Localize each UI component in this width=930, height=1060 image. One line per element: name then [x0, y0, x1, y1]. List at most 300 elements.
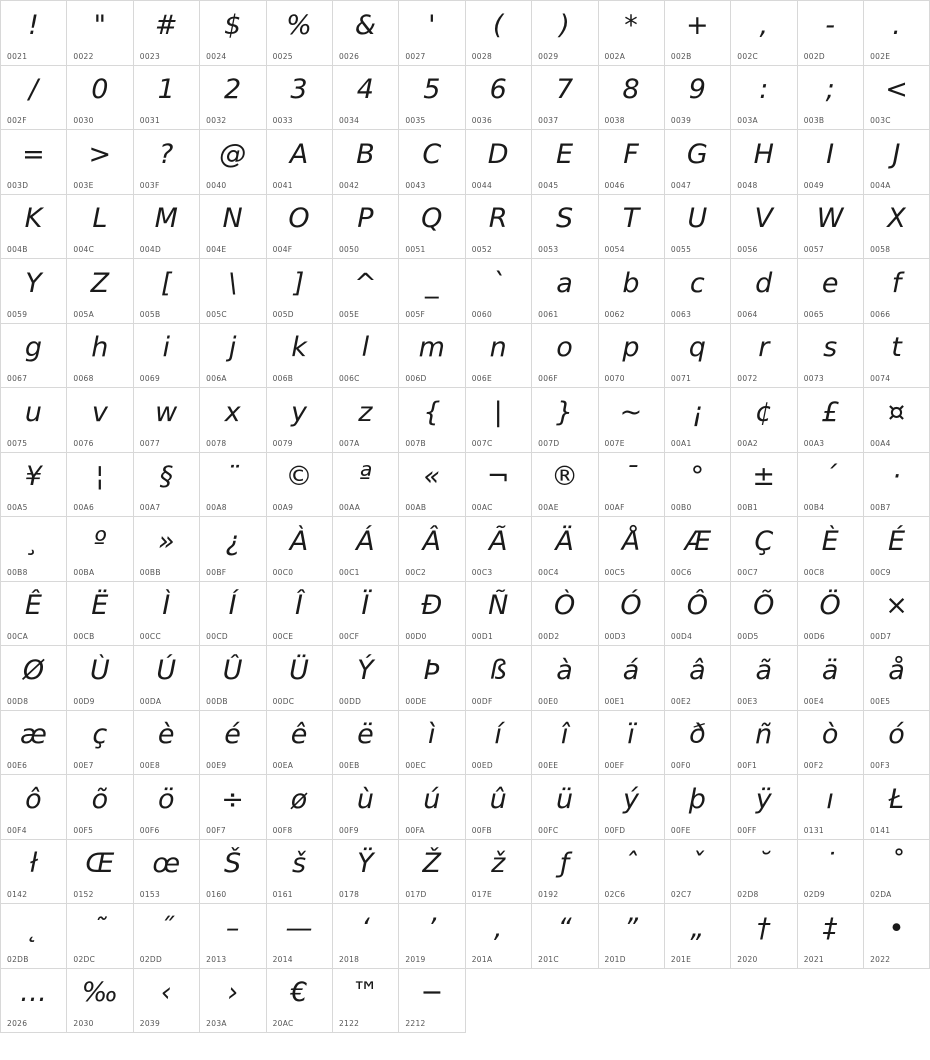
glyph-cell[interactable] — [798, 646, 864, 711]
glyph-cell[interactable] — [1, 517, 67, 582]
glyph-cell[interactable] — [399, 324, 465, 389]
glyph-codepoint: 02D9 — [803, 890, 825, 899]
glyph-cell[interactable] — [399, 840, 465, 905]
glyph-cell[interactable] — [798, 388, 864, 453]
glyph-cell[interactable] — [731, 324, 797, 389]
glyph-cell[interactable] — [532, 388, 598, 453]
glyph-cell[interactable] — [267, 582, 333, 647]
glyph-character: í — [494, 719, 503, 750]
glyph-cell[interactable] — [1, 130, 67, 195]
glyph-cell[interactable] — [599, 453, 665, 518]
glyph-codepoint: 00D2 — [538, 632, 560, 641]
glyph-cell[interactable] — [864, 711, 930, 776]
glyph-cell[interactable] — [466, 517, 532, 582]
glyph-codepoint: 0030 — [73, 116, 94, 125]
glyph-cell[interactable] — [333, 1, 399, 66]
glyph-character: ž — [491, 848, 506, 879]
glyph-codepoint: 2030 — [73, 1019, 94, 1028]
glyph-cell[interactable] — [798, 582, 864, 647]
glyph-cell[interactable] — [532, 130, 598, 195]
glyph-cell[interactable] — [399, 582, 465, 647]
glyph-character: e — [821, 267, 839, 299]
glyph-cell[interactable] — [67, 904, 133, 969]
glyph-cell[interactable] — [864, 582, 930, 647]
glyph-cell[interactable] — [599, 324, 665, 389]
glyph-cell[interactable] — [798, 904, 864, 969]
glyph-cell[interactable] — [267, 130, 333, 195]
glyph-cell[interactable] — [466, 324, 532, 389]
glyph-cell[interactable] — [134, 388, 200, 453]
glyph-cell[interactable] — [200, 324, 266, 389]
glyph-character: € — [290, 977, 309, 1008]
glyph-cell[interactable] — [599, 195, 665, 260]
glyph-cell[interactable] — [333, 517, 399, 582]
glyph-codepoint: 005F — [405, 309, 426, 319]
glyph-cell[interactable] — [67, 66, 133, 131]
glyph-cell[interactable] — [200, 259, 266, 324]
glyph-codepoint: 0032 — [206, 116, 227, 125]
glyph-cell[interactable] — [665, 195, 731, 260]
glyph-codepoint: 005C — [206, 309, 227, 319]
glyph-character: á — [622, 654, 640, 686]
glyph-character: … — [19, 977, 48, 1008]
glyph-cell[interactable] — [267, 195, 333, 260]
glyph-cell[interactable] — [864, 195, 930, 260]
glyph-cell[interactable] — [333, 195, 399, 260]
glyph-cell[interactable] — [399, 517, 465, 582]
glyph-cell[interactable] — [665, 904, 731, 969]
glyph-cell[interactable] — [665, 840, 731, 905]
glyph-cell[interactable] — [864, 517, 930, 582]
glyph-cell[interactable] — [267, 388, 333, 453]
glyph-cell[interactable] — [798, 711, 864, 776]
glyph-cell[interactable] — [200, 388, 266, 453]
glyph-character: ˛ — [26, 912, 41, 944]
glyph-cell[interactable] — [731, 904, 797, 969]
glyph-character: - — [825, 9, 836, 41]
glyph-cell[interactable] — [1, 582, 67, 647]
glyph-cell[interactable] — [399, 646, 465, 711]
glyph-cell[interactable] — [466, 388, 532, 453]
glyph-cell[interactable] — [665, 711, 731, 776]
glyph-character: a — [556, 267, 574, 299]
glyph-character: Þ — [423, 654, 441, 686]
glyph-cell[interactable] — [200, 517, 266, 582]
glyph-cell[interactable] — [532, 453, 598, 518]
glyph-character: û — [489, 783, 508, 815]
glyph-cell[interactable] — [67, 646, 133, 711]
glyph-character: Ł — [888, 783, 905, 815]
glyph-cell[interactable] — [333, 775, 399, 840]
glyph-cell[interactable] — [665, 775, 731, 840]
glyph-cell[interactable] — [599, 840, 665, 905]
glyph-codepoint: 0064 — [737, 309, 758, 319]
glyph-codepoint: 0039 — [670, 116, 692, 125]
glyph-character: ¨ — [225, 461, 240, 492]
glyph-cell[interactable] — [399, 453, 465, 518]
glyph-cell[interactable] — [665, 582, 731, 647]
glyph-cell[interactable] — [333, 582, 399, 647]
glyph-cell[interactable] — [333, 388, 399, 453]
glyph-cell[interactable] — [864, 453, 930, 518]
glyph-character: Û — [222, 654, 243, 686]
glyph-character: º — [93, 525, 107, 557]
glyph-cell[interactable] — [466, 130, 532, 195]
glyph-cell[interactable] — [200, 711, 266, 776]
glyph-cell[interactable] — [1, 453, 67, 518]
glyph-character: ˜ — [93, 912, 108, 944]
glyph-cell[interactable] — [731, 66, 797, 131]
glyph-cell[interactable] — [798, 840, 864, 905]
glyph-cell[interactable] — [399, 1, 465, 66]
glyph-cell[interactable] — [1, 969, 67, 1034]
glyph-codepoint: 00C7 — [737, 567, 759, 577]
glyph-cell[interactable] — [665, 259, 731, 324]
glyph-cell[interactable] — [399, 195, 465, 260]
glyph-cell[interactable] — [333, 130, 399, 195]
glyph-cell[interactable] — [731, 582, 797, 647]
glyph-cell[interactable] — [200, 195, 266, 260]
glyph-cell[interactable] — [599, 517, 665, 582]
glyph-cell[interactable] — [731, 840, 797, 905]
glyph-codepoint: 00A2 — [737, 438, 758, 448]
glyph-cell[interactable] — [599, 711, 665, 776]
glyph-cell[interactable] — [134, 969, 200, 1034]
glyph-cell[interactable] — [532, 582, 598, 647]
glyph-cell[interactable] — [1, 646, 67, 711]
glyph-cell[interactable] — [864, 259, 930, 324]
glyph-codepoint: 00C0 — [272, 567, 294, 577]
glyph-cell[interactable] — [532, 195, 598, 260]
glyph-cell[interactable] — [731, 517, 797, 582]
glyph-character: w — [155, 396, 178, 428]
glyph-cell[interactable] — [200, 969, 266, 1034]
glyph-cell[interactable] — [1, 324, 67, 389]
glyph-cell[interactable] — [200, 1, 266, 66]
glyph-codepoint: 00B7 — [870, 503, 891, 512]
glyph-cell[interactable] — [267, 840, 333, 905]
glyph-cell[interactable] — [1, 775, 67, 840]
glyph-codepoint: 0035 — [405, 116, 426, 125]
glyph-codepoint: 002D — [803, 51, 825, 61]
glyph-cell[interactable] — [333, 969, 399, 1034]
glyph-codepoint: 00FD — [604, 825, 626, 835]
glyph-character: L — [92, 203, 108, 234]
glyph-cell[interactable] — [267, 66, 333, 131]
glyph-cell[interactable] — [864, 66, 930, 131]
glyph-cell[interactable] — [399, 259, 465, 324]
glyph-cell[interactable] — [333, 711, 399, 776]
glyph-cell[interactable] — [864, 904, 930, 969]
glyph-cell[interactable] — [200, 582, 266, 647]
glyph-cell[interactable] — [67, 195, 133, 260]
glyph-cell[interactable] — [1, 388, 67, 453]
glyph-cell[interactable] — [599, 775, 665, 840]
glyph-cell[interactable] — [333, 646, 399, 711]
glyph-cell[interactable] — [67, 1, 133, 66]
glyph-cell[interactable] — [466, 904, 532, 969]
glyph-cell[interactable] — [466, 195, 532, 260]
glyph-codepoint: 002C — [737, 51, 759, 61]
glyph-cell[interactable] — [200, 840, 266, 905]
glyph-cell[interactable] — [134, 517, 200, 582]
glyph-cell[interactable] — [67, 969, 133, 1034]
glyph-cell[interactable] — [67, 453, 133, 518]
glyph-codepoint: 006C — [338, 374, 360, 383]
glyph-cell[interactable] — [466, 259, 532, 324]
glyph-cell[interactable] — [1, 195, 67, 260]
glyph-cell[interactable] — [532, 1, 598, 66]
glyph-cell[interactable] — [798, 324, 864, 389]
glyph-cell[interactable] — [798, 195, 864, 260]
glyph-cell[interactable] — [267, 259, 333, 324]
glyph-cell[interactable] — [67, 388, 133, 453]
glyph-cell[interactable] — [466, 453, 532, 518]
glyph-codepoint: 00F6 — [139, 825, 160, 835]
glyph-cell[interactable] — [267, 646, 333, 711]
glyph-codepoint: 00A5 — [7, 503, 28, 512]
glyph-cell[interactable] — [798, 517, 864, 582]
glyph-cell[interactable] — [731, 711, 797, 776]
glyph-character: ı — [826, 783, 835, 815]
glyph-cell[interactable] — [1, 259, 67, 324]
glyph-character: ê — [290, 719, 308, 750]
glyph-cell[interactable] — [665, 517, 731, 582]
glyph-cell[interactable] — [864, 775, 930, 840]
glyph-cell[interactable] — [466, 582, 532, 647]
glyph-cell[interactable] — [532, 517, 598, 582]
glyph-cell[interactable] — [267, 711, 333, 776]
glyph-cell[interactable] — [466, 775, 532, 840]
glyph-character: h — [91, 332, 109, 363]
glyph-codepoint: 003B — [803, 116, 825, 125]
glyph-cell[interactable] — [333, 259, 399, 324]
glyph-cell[interactable] — [134, 324, 200, 389]
glyph-character: ’ — [427, 912, 437, 944]
glyph-cell[interactable] — [1, 66, 67, 131]
glyph-cell[interactable] — [731, 453, 797, 518]
glyph-cell[interactable] — [134, 904, 200, 969]
glyph-codepoint: 00AB — [405, 503, 427, 512]
glyph-character: Ù — [89, 654, 111, 686]
glyph-codepoint: 0071 — [670, 374, 692, 383]
glyph-cell[interactable] — [333, 66, 399, 131]
glyph-cell[interactable] — [864, 324, 930, 389]
glyph-cell[interactable] — [532, 711, 598, 776]
glyph-character: n — [489, 332, 508, 363]
glyph-cell[interactable] — [864, 840, 930, 905]
glyph-cell[interactable] — [333, 453, 399, 518]
glyph-cell[interactable] — [864, 646, 930, 711]
glyph-codepoint: 0057 — [803, 245, 824, 254]
glyph-cell[interactable] — [1, 711, 67, 776]
glyph-cell[interactable] — [399, 711, 465, 776]
glyph-codepoint: 002A — [604, 51, 626, 61]
glyph-character: é — [224, 719, 242, 750]
glyph-character: ] — [293, 267, 305, 299]
glyph-cell[interactable] — [67, 775, 133, 840]
glyph-cell[interactable] — [134, 646, 200, 711]
glyph-cell[interactable] — [399, 130, 465, 195]
glyph-codepoint: 00BB — [139, 567, 161, 577]
glyph-cell[interactable] — [665, 324, 731, 389]
glyph-codepoint: 00FA — [405, 825, 425, 835]
glyph-cell[interactable] — [67, 711, 133, 776]
glyph-cell[interactable] — [532, 66, 598, 131]
glyph-codepoint: 00C9 — [870, 567, 891, 577]
glyph-cell[interactable] — [134, 453, 200, 518]
glyph-cell[interactable] — [532, 775, 598, 840]
glyph-cell[interactable] — [864, 388, 930, 453]
glyph-cell[interactable] — [731, 646, 797, 711]
glyph-cell[interactable] — [665, 388, 731, 453]
glyph-cell[interactable] — [399, 388, 465, 453]
glyph-cell[interactable] — [665, 130, 731, 195]
glyph-cell[interactable] — [731, 1, 797, 66]
glyph-cell[interactable] — [134, 711, 200, 776]
glyph-codepoint: 0031 — [139, 116, 161, 125]
glyph-cell[interactable] — [67, 324, 133, 389]
glyph-cell[interactable] — [134, 195, 200, 260]
glyph-cell[interactable] — [466, 840, 532, 905]
glyph-cell[interactable] — [134, 66, 200, 131]
glyph-cell[interactable] — [399, 969, 465, 1034]
glyph-cell[interactable] — [267, 324, 333, 389]
glyph-cell[interactable] — [532, 904, 598, 969]
glyph-cell[interactable] — [532, 646, 598, 711]
glyph-cell[interactable] — [665, 66, 731, 131]
glyph-codepoint: 0044 — [471, 180, 493, 190]
glyph-cell[interactable] — [798, 453, 864, 518]
glyph-character: ˚ — [889, 848, 904, 879]
glyph-cell[interactable] — [333, 324, 399, 389]
glyph-codepoint: 2022 — [870, 954, 891, 964]
glyph-character: Ç — [754, 525, 774, 557]
glyph-cell[interactable] — [67, 259, 133, 324]
glyph-character: r — [758, 332, 770, 363]
glyph-cell[interactable] — [200, 130, 266, 195]
glyph-character: B — [356, 138, 376, 170]
glyph-character: * — [624, 9, 639, 41]
glyph-character: ; — [825, 74, 836, 105]
glyph-cell[interactable] — [466, 646, 532, 711]
glyph-cell[interactable] — [466, 66, 532, 131]
glyph-cell[interactable] — [798, 130, 864, 195]
glyph-codepoint: 00B0 — [670, 503, 692, 512]
glyph-cell[interactable] — [599, 66, 665, 131]
glyph-cell[interactable] — [267, 775, 333, 840]
glyph-cell[interactable] — [1, 840, 67, 905]
glyph-cell[interactable] — [267, 904, 333, 969]
glyph-cell[interactable] — [399, 66, 465, 131]
glyph-cell[interactable] — [864, 1, 930, 66]
glyph-cell[interactable] — [599, 388, 665, 453]
glyph-cell[interactable] — [665, 1, 731, 66]
glyph-cell[interactable] — [599, 904, 665, 969]
glyph-cell[interactable] — [267, 453, 333, 518]
glyph-codepoint: 00A9 — [272, 503, 294, 512]
glyph-cell[interactable] — [67, 582, 133, 647]
glyph-cell[interactable] — [267, 1, 333, 66]
glyph-cell[interactable] — [267, 517, 333, 582]
glyph-cell[interactable] — [399, 775, 465, 840]
glyph-cell[interactable] — [1, 1, 67, 66]
glyph-cell[interactable] — [599, 1, 665, 66]
glyph-codepoint: 007C — [471, 438, 493, 448]
glyph-character: v — [91, 396, 109, 428]
glyph-cell[interactable] — [399, 904, 465, 969]
glyph-cell[interactable] — [798, 66, 864, 131]
glyph-cell[interactable] — [267, 969, 333, 1034]
glyph-character: 2 — [224, 74, 242, 105]
glyph-cell[interactable] — [134, 775, 200, 840]
glyph-cell[interactable] — [67, 840, 133, 905]
glyph-cell[interactable] — [200, 646, 266, 711]
glyph-cell[interactable] — [731, 195, 797, 260]
glyph-cell[interactable] — [532, 259, 598, 324]
glyph-cell[interactable] — [466, 711, 532, 776]
glyph-codepoint: 00E4 — [803, 696, 824, 706]
glyph-cell[interactable] — [599, 582, 665, 647]
glyph-cell[interactable] — [599, 259, 665, 324]
glyph-cell[interactable] — [731, 388, 797, 453]
glyph-character: ¡ — [691, 396, 704, 428]
glyph-cell[interactable] — [200, 453, 266, 518]
glyph-cell[interactable] — [134, 840, 200, 905]
glyph-cell[interactable] — [466, 1, 532, 66]
glyph-cell[interactable] — [67, 517, 133, 582]
glyph-cell[interactable] — [532, 324, 598, 389]
glyph-cell[interactable] — [731, 259, 797, 324]
glyph-character: ˇ — [690, 848, 705, 879]
glyph-codepoint: 006A — [206, 374, 227, 383]
glyph-cell[interactable] — [200, 775, 266, 840]
glyph-cell[interactable] — [134, 259, 200, 324]
glyph-cell[interactable] — [599, 646, 665, 711]
glyph-codepoint: 00FE — [670, 825, 691, 835]
glyph-cell[interactable] — [665, 453, 731, 518]
glyph-character: u — [24, 396, 43, 428]
glyph-codepoint: 00CE — [272, 632, 294, 641]
glyph-cell[interactable] — [333, 840, 399, 905]
glyph-character: k — [291, 332, 308, 363]
glyph-character: ã — [755, 654, 773, 686]
glyph-cell[interactable] — [67, 130, 133, 195]
glyph-cell[interactable] — [134, 582, 200, 647]
glyph-cell-empty — [731, 969, 797, 1034]
glyph-cell[interactable] — [798, 1, 864, 66]
glyph-cell[interactable] — [665, 646, 731, 711]
glyph-cell[interactable] — [1, 904, 67, 969]
glyph-cell[interactable] — [532, 840, 598, 905]
glyph-cell[interactable] — [798, 259, 864, 324]
glyph-cell[interactable] — [798, 775, 864, 840]
glyph-cell[interactable] — [599, 130, 665, 195]
glyph-cell[interactable] — [731, 130, 797, 195]
glyph-cell[interactable] — [200, 66, 266, 131]
glyph-character: È — [821, 525, 840, 557]
glyph-codepoint: 005A — [73, 309, 95, 319]
glyph-cell[interactable] — [200, 904, 266, 969]
glyph-cell[interactable] — [333, 904, 399, 969]
glyph-character: Ø — [22, 654, 45, 686]
glyph-cell[interactable] — [134, 1, 200, 66]
glyph-cell[interactable] — [731, 775, 797, 840]
glyph-codepoint: 00DA — [139, 696, 162, 706]
glyph-character: ö — [157, 783, 175, 815]
glyph-cell[interactable] — [864, 130, 930, 195]
glyph-cell[interactable] — [134, 130, 200, 195]
